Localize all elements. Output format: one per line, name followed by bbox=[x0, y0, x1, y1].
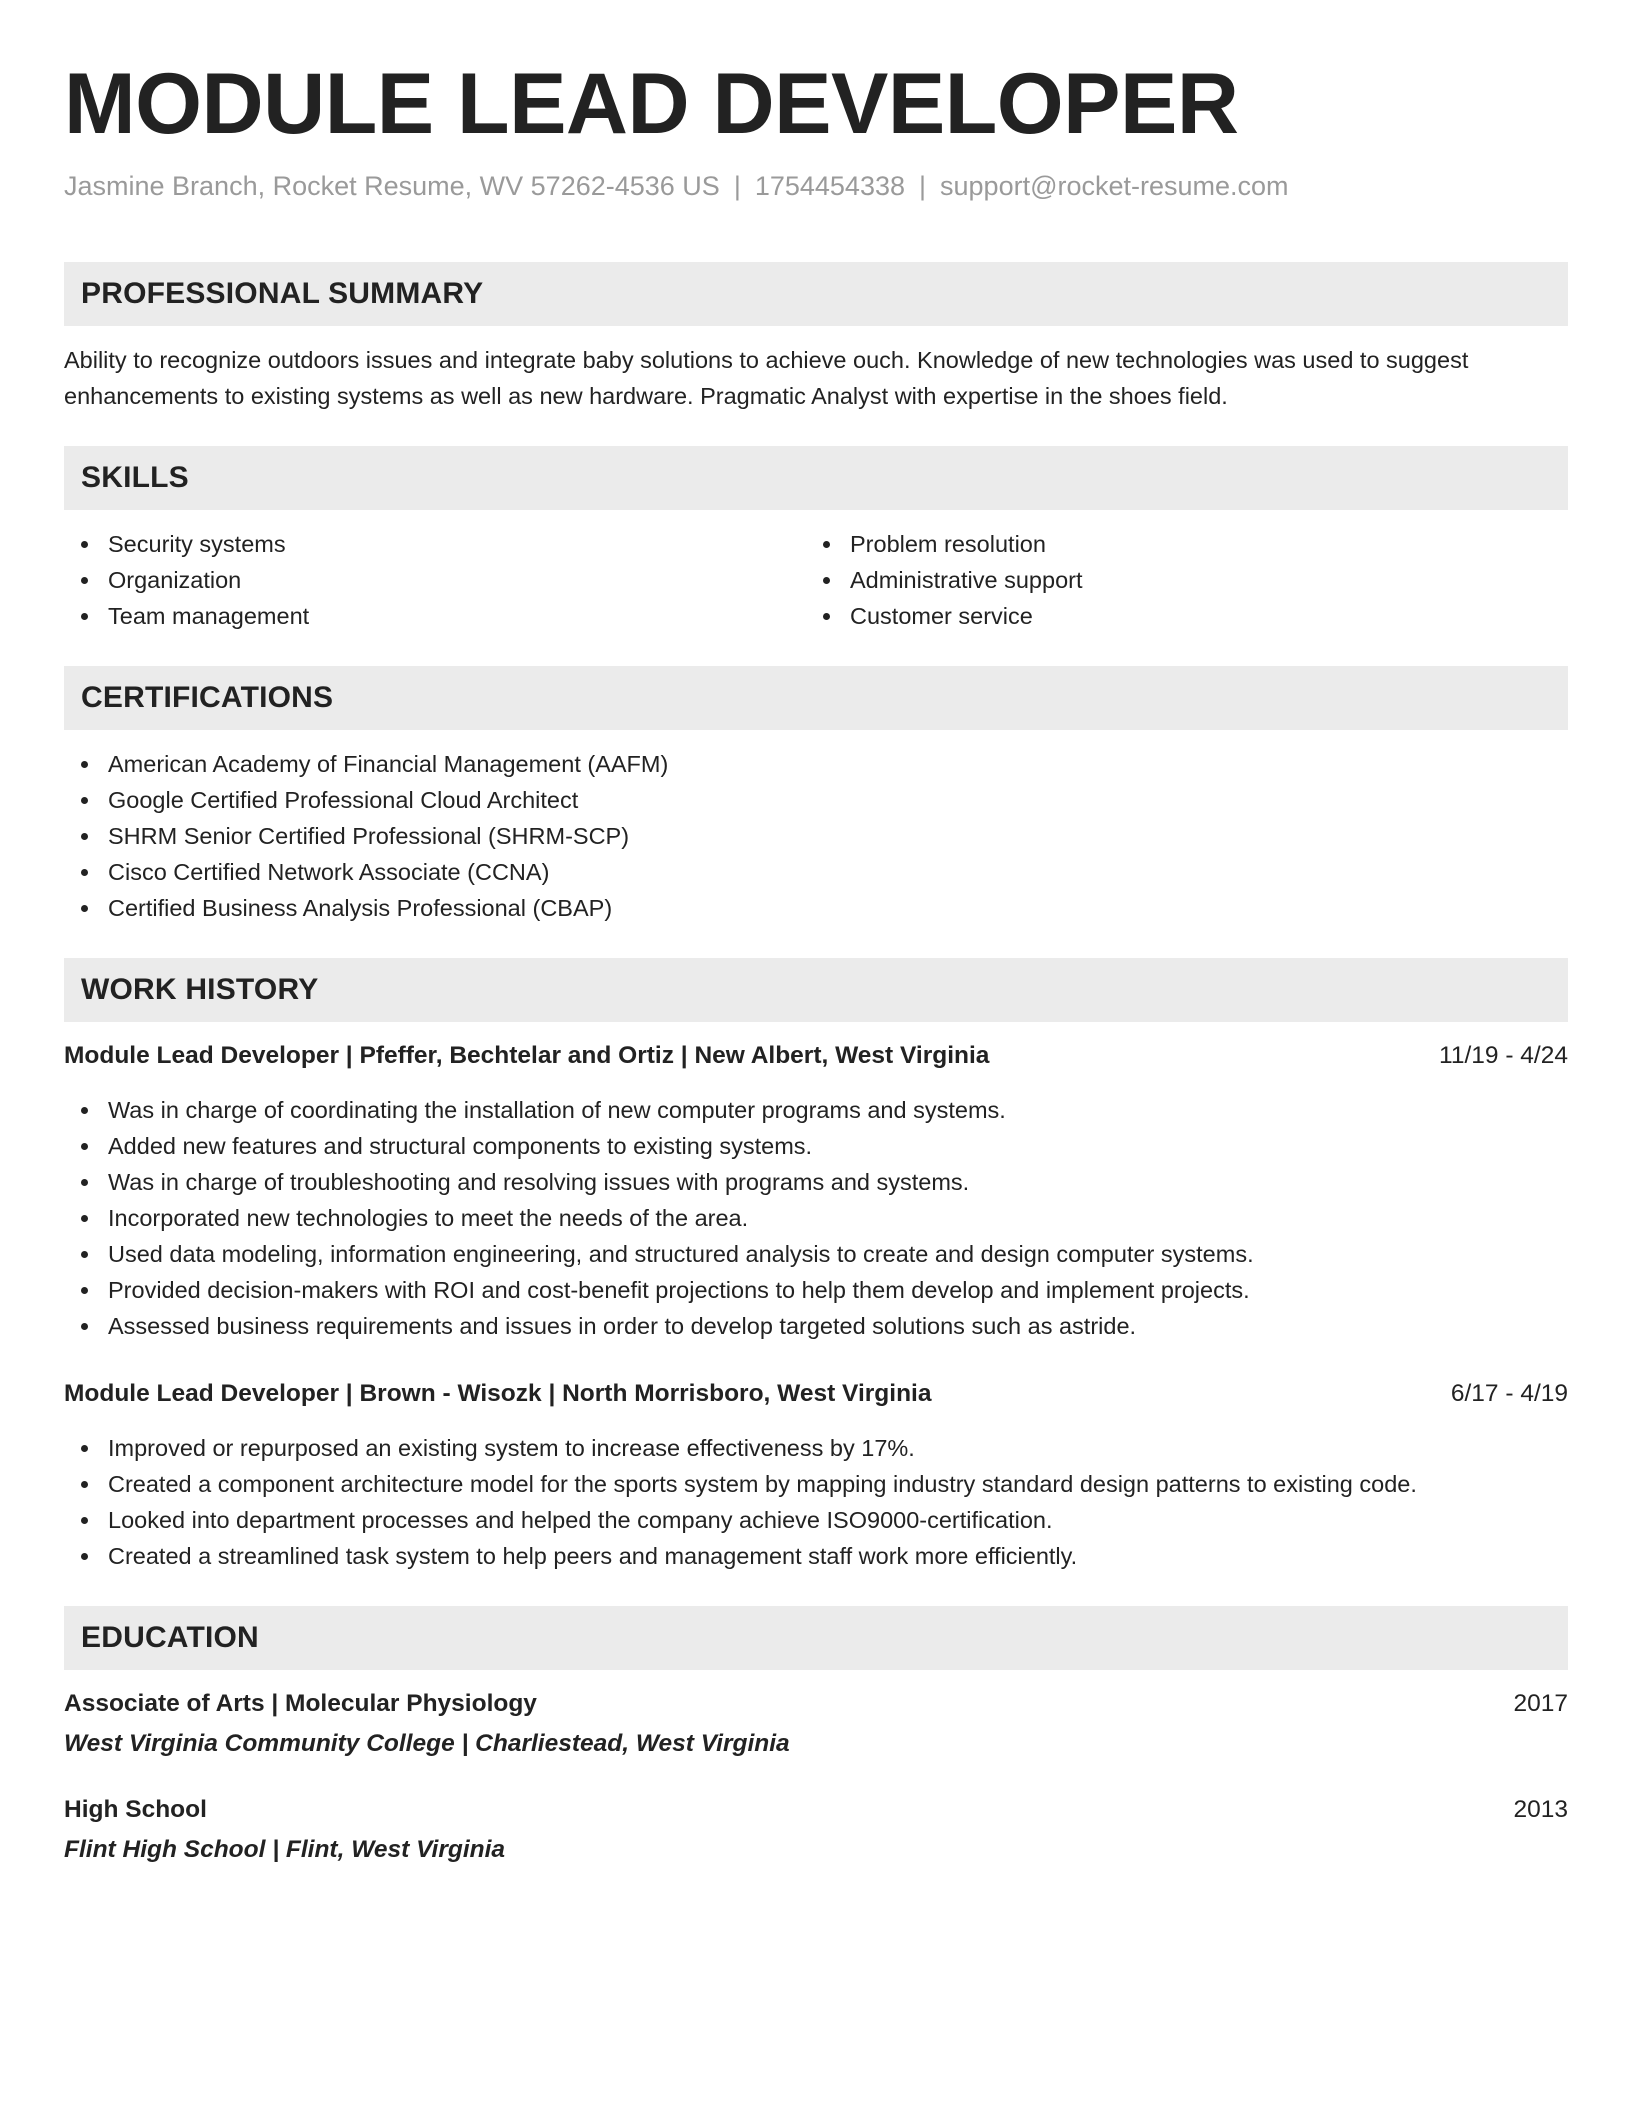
resume-name: MODULE LEAD DEVELOPER bbox=[64, 56, 1239, 152]
skills-right-list bbox=[806, 526, 1548, 634]
list-item: Used data modeling, information engineering, and structured analysis to create and design computer systems. bbox=[64, 1236, 1568, 1272]
job-bullets bbox=[64, 1092, 1568, 1344]
list-item: Customer service bbox=[806, 598, 1548, 634]
job-bullets bbox=[64, 1430, 1568, 1574]
skills-grid bbox=[64, 526, 1568, 634]
job-header bbox=[64, 1038, 1568, 1074]
list-item: Problem resolution bbox=[806, 526, 1548, 562]
list-item: Certified Business Analysis Professional (CBAP) bbox=[64, 890, 1568, 926]
contact-line bbox=[64, 168, 1568, 204]
summary-text: Ability to recognize outdoors issues and integrate baby solutions to achieve ouch. Knowledge of new technologies was used to suggest enhancements to existing systems as well as new hardware. Pragmatic Analyst with expertise in the shoes field. bbox=[64, 347, 1469, 409]
list-item: Cisco Certified Network Associate (CCNA) bbox=[64, 854, 1568, 890]
education-school: Flint High School | Flint, West Virginia bbox=[64, 1836, 506, 1863]
job-header bbox=[64, 1376, 1568, 1412]
contact-separator: | bbox=[733, 171, 741, 201]
section-heading-skills: SKILLS bbox=[64, 446, 1568, 510]
list-item: Was in charge of coordinating the installation of new computer programs and systems. bbox=[64, 1092, 1568, 1128]
contact-email: support@rocket-resume.com bbox=[940, 171, 1289, 201]
list-item: Team management bbox=[64, 598, 806, 634]
list-item: Incorporated new technologies to meet the needs of the area. bbox=[64, 1200, 1568, 1236]
contact-separator: | bbox=[919, 171, 927, 201]
list-item: Security systems bbox=[64, 526, 806, 562]
job-title: Module Lead Developer | Pfeffer, Bechtelar and Ortiz | New Albert, West Virginia bbox=[64, 1042, 990, 1069]
section-heading-education: EDUCATION bbox=[64, 1606, 1568, 1670]
list-item: Assessed business requirements and issues in order to develop targeted solutions such as astride. bbox=[64, 1308, 1568, 1344]
list-item: Improved or repurposed an existing system to increase effectiveness by 17%. bbox=[64, 1430, 1568, 1466]
list-item: American Academy of Financial Management (AAFM) bbox=[64, 746, 1568, 782]
education-school: West Virginia Community College | Charliestead, West Virginia bbox=[64, 1730, 790, 1757]
education-header bbox=[64, 1792, 1568, 1828]
section-heading-work-history: WORK HISTORY bbox=[64, 958, 1568, 1022]
list-item: Added new features and structural components to existing systems. bbox=[64, 1128, 1568, 1164]
list-item: Created a component architecture model for the sports system by mapping industry standard design patterns to existing code. bbox=[64, 1466, 1568, 1502]
resume-page bbox=[64, 54, 1568, 1868]
education-degree: Associate of Arts | Molecular Physiology bbox=[64, 1690, 537, 1717]
contact-phone: 1754454338 bbox=[754, 171, 905, 201]
list-item: Was in charge of troubleshooting and resolving issues with programs and systems. bbox=[64, 1164, 1568, 1200]
list-item: SHRM Senior Certified Professional (SHRM-SCP) bbox=[64, 818, 1568, 854]
job-dates: 6/17 - 4/19 bbox=[1450, 1380, 1568, 1407]
certifications-list bbox=[64, 746, 1568, 926]
list-item: Created a streamlined task system to help peers and management staff work more efficiently. bbox=[64, 1538, 1568, 1574]
list-item: Looked into department processes and helped the company achieve ISO9000-certification. bbox=[64, 1502, 1568, 1538]
section-heading-summary: PROFESSIONAL SUMMARY bbox=[64, 262, 1568, 326]
education-year: 2013 bbox=[1513, 1796, 1568, 1823]
list-item: Organization bbox=[64, 562, 806, 598]
section-heading-certifications: CERTIFICATIONS bbox=[64, 666, 1568, 730]
education-year: 2017 bbox=[1513, 1690, 1568, 1717]
contact-address: Jasmine Branch, Rocket Resume, WV 57262-4536 US bbox=[64, 171, 720, 201]
job-title: Module Lead Developer | Brown - Wisozk | North Morrisboro, West Virginia bbox=[64, 1380, 932, 1407]
education-header bbox=[64, 1686, 1568, 1722]
education-degree: High School bbox=[64, 1796, 207, 1823]
list-item: Google Certified Professional Cloud Architect bbox=[64, 782, 1568, 818]
skills-left-list bbox=[64, 526, 806, 634]
list-item: Administrative support bbox=[806, 562, 1548, 598]
job-dates: 11/19 - 4/24 bbox=[1439, 1042, 1568, 1069]
list-item: Provided decision-makers with ROI and cost-benefit projections to help them develop and implement projects. bbox=[64, 1272, 1568, 1308]
